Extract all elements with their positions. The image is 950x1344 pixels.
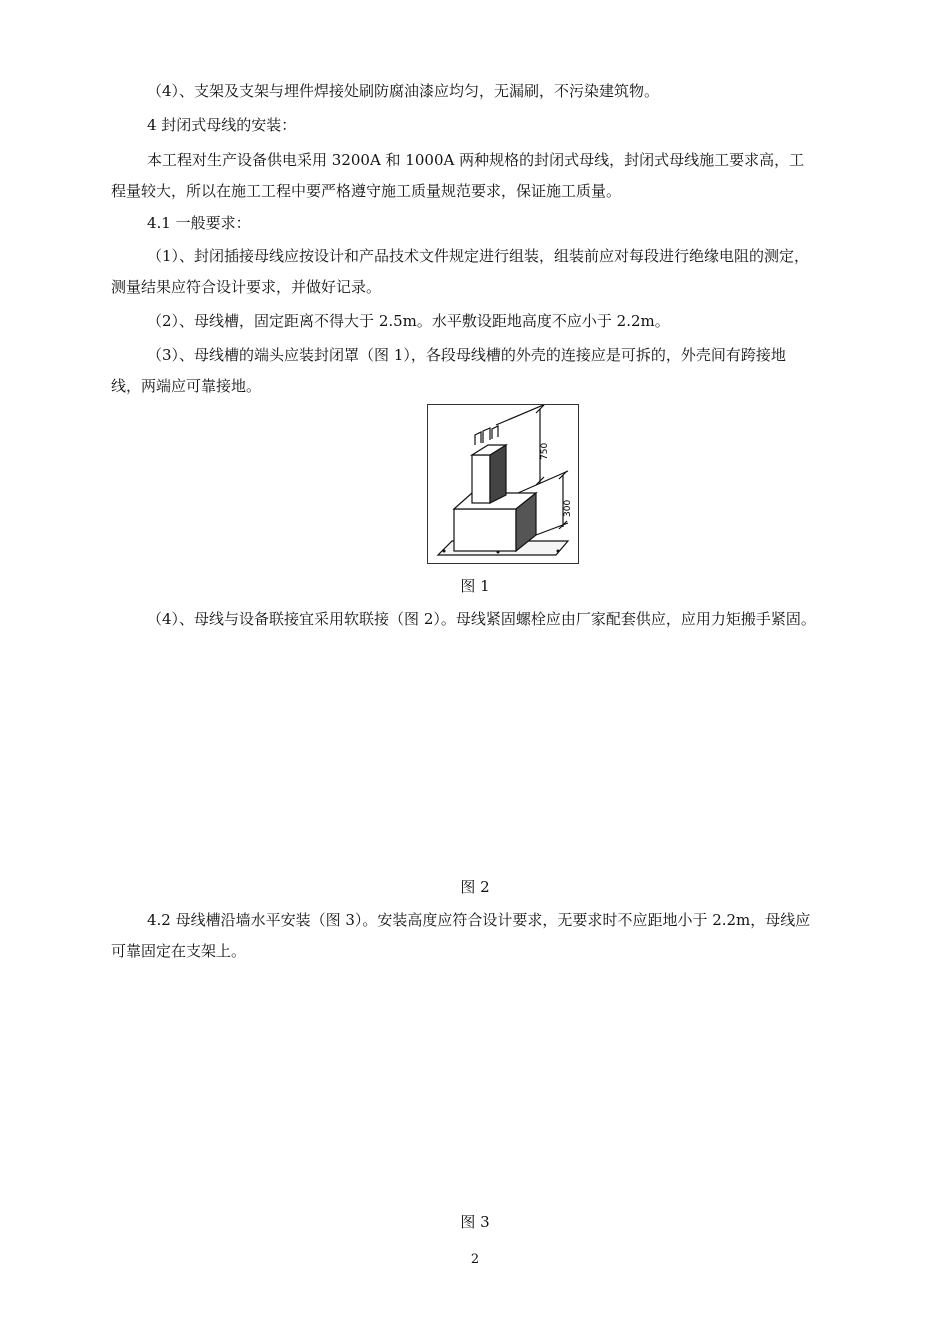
page-number: 2 <box>470 1252 480 1267</box>
paragraph-item3-line1: （3）、母线槽的端头应装封闭罩（图 1），各段母线槽的外壳的连接应是可拆的，外壳间有跨接地 <box>147 346 786 364</box>
figure-2-caption: 图 2 <box>460 878 490 896</box>
figure-1-busway-end-cover <box>427 404 579 564</box>
paragraph-4-2-line1: 4.2 母线槽沿墙水平安装（图 3）。安装高度应符合设计要求，无要求时不应距地小于 2.2m，母线应 <box>147 911 811 929</box>
figure-1-caption: 图 1 <box>460 577 490 595</box>
paragraph-item4: （4）、母线与设备联接宜采用软联接（图 2）。母线紧固螺栓应由厂家配套供应，应用力矩搬手紧固。 <box>147 610 816 628</box>
paragraph-intro-line2: 程量较大，所以在施工工程中要严格遵守施工质量规范要求，保证施工质量。 <box>111 182 622 200</box>
paragraph-bracket-paint: （4）、支架及支架与埋件焊接处刷防腐油漆应均匀，无漏刷，不污染建筑物。 <box>147 82 660 100</box>
section-heading-4-1: 4.1 一般要求： <box>147 214 251 232</box>
paragraph-item3-line2: 线，两端应可靠接地。 <box>111 377 262 395</box>
paragraph-item1-line1: （1）、封闭插接母线应按设计和产品技术文件规定进行组装，组装前应对每段进行绝缘电阻的测定， <box>147 247 810 265</box>
dimension-label-300: 300 <box>563 499 573 517</box>
section-heading-4: 4 封闭式母线的安装： <box>147 116 297 134</box>
paragraph-item1-line2: 测量结果应符合设计要求，并做好记录。 <box>111 278 382 296</box>
paragraph-intro-line1: 本工程对生产设备供电采用 3200A 和 1000A 两种规格的封闭式母线，封闭式母线施工要求高，工 <box>147 151 805 169</box>
figure-3-caption: 图 3 <box>460 1213 490 1231</box>
busway-end-cover-drawing <box>428 405 578 563</box>
dimension-label-750: 750 <box>540 442 550 460</box>
paragraph-item2: （2）、母线槽，固定距离不得大于 2.5m。水平敷设距地高度不应小于 2.2m。 <box>147 312 670 330</box>
paragraph-4-2-line2: 可靠固定在支架上。 <box>111 942 247 960</box>
